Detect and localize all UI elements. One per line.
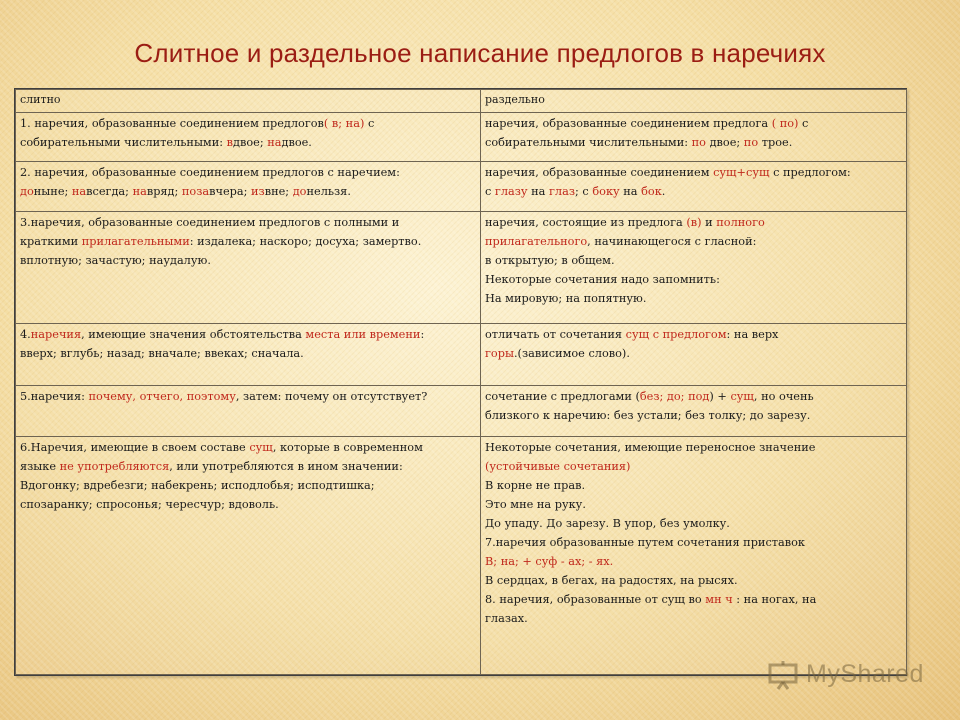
text-span: всегда; <box>86 185 133 199</box>
cell-line <box>20 457 476 476</box>
highlighted-text: ( по) <box>771 116 799 130</box>
cell-line <box>485 495 902 514</box>
highlighted-text: сущ <box>249 440 273 454</box>
cell-line <box>20 133 476 152</box>
text-span: 3.наречия, образованные соединением предлогов с полными и <box>20 216 400 230</box>
text-span: двое. <box>281 135 312 149</box>
highlighted-text: глаз <box>549 185 576 199</box>
cell-line <box>20 387 476 406</box>
highlighted-text: на <box>71 185 87 199</box>
text-span: вне; <box>264 185 293 199</box>
cell-line <box>485 438 902 457</box>
highlighted-text: бок <box>641 185 662 199</box>
cell-left <box>16 112 481 162</box>
text-span: сочетание с предлогами ( <box>485 390 640 404</box>
highlighted-text: без; до; под <box>639 390 710 404</box>
text-span: ; с <box>575 185 593 199</box>
text-span: Некоторые сочетания надо запомнить: <box>485 273 720 287</box>
cell-line <box>485 514 902 533</box>
highlighted-text: сущ <box>730 390 754 404</box>
highlighted-text: на <box>267 135 282 149</box>
highlighted-text: поза <box>181 185 210 199</box>
cell-line <box>485 289 902 308</box>
highlighted-text: глазу <box>494 185 528 199</box>
text-span: на <box>527 185 550 199</box>
cell-line <box>20 163 476 182</box>
table-header-row <box>16 90 907 113</box>
text-span: 7.наречия образованные путем сочетания приставок <box>485 535 805 549</box>
text-span: . <box>661 185 666 199</box>
text-span: ) + <box>709 390 731 404</box>
cell-line <box>20 344 476 363</box>
text-span: с <box>798 116 809 130</box>
cell-line <box>485 232 902 251</box>
text-span: с <box>485 185 495 199</box>
table-row <box>16 212 907 324</box>
cell-line <box>485 133 902 152</box>
cell-line <box>20 251 476 270</box>
highlighted-text: на <box>132 185 147 199</box>
text-span: и <box>701 216 717 230</box>
text-span: На мировую; на попятную. <box>485 292 647 306</box>
cell-line <box>485 182 902 201</box>
text-span: , затем: почему он отсутствует? <box>235 390 428 404</box>
text-span: нельзя. <box>306 185 351 199</box>
cell-line <box>485 325 902 344</box>
highlighted-text: до <box>20 185 34 199</box>
cell-line <box>485 590 902 609</box>
text-span: краткими <box>20 235 82 249</box>
text-span: языке <box>20 459 60 473</box>
highlighted-text: полного <box>716 216 765 230</box>
text-span: трое. <box>758 135 793 149</box>
text-span: глазах. <box>485 611 528 625</box>
cell-line <box>20 325 476 344</box>
text-span: : издалека; наскоро; досуха; замертво. <box>189 235 422 249</box>
text-span: с предлогом: <box>769 166 851 180</box>
cell-line <box>485 476 902 495</box>
table-row <box>16 162 907 212</box>
cell-line <box>20 232 476 251</box>
text-span: с <box>364 116 375 130</box>
text-span: вверх; вглубь; назад; вначале; ввеках; сначала. <box>20 346 304 360</box>
cell-right <box>481 162 907 212</box>
highlighted-text: до <box>292 185 307 199</box>
text-span: 1. наречия, образованные соединением предлогов <box>20 116 324 130</box>
cell-line <box>20 476 476 495</box>
highlighted-text: по <box>743 135 759 149</box>
cell-line <box>485 114 902 133</box>
watermark <box>766 656 956 696</box>
cell-line <box>485 344 902 363</box>
text-span: Некоторые сочетания, имеющие переносное значение <box>485 440 816 454</box>
text-span: собирательными числительными: <box>485 135 692 149</box>
rules-table <box>14 88 907 676</box>
highlighted-text: наречия <box>30 327 82 341</box>
watermark-text: MyShared <box>806 660 924 688</box>
text-span: : на верх <box>726 327 779 341</box>
text-span: собирательными числительными: <box>20 135 227 149</box>
cell-right <box>481 323 907 385</box>
text-span: на <box>619 185 642 199</box>
text-span: в открытую; в общем. <box>485 254 615 268</box>
text-span: ныне; <box>33 185 72 199</box>
text-span: 2. наречия, образованные соединением предлогов с наречием: <box>20 166 400 180</box>
table-row <box>16 323 907 385</box>
cell-left <box>16 436 481 674</box>
text-span: двое; <box>706 135 744 149</box>
text-span: двое; <box>233 135 268 149</box>
cell-line <box>485 533 902 552</box>
cell-right <box>481 212 907 324</box>
cell-right <box>481 112 907 162</box>
cell-line <box>485 457 902 476</box>
text-span: : на ногах, на <box>732 592 817 606</box>
presentation-icon <box>768 660 800 690</box>
cell-right <box>481 386 907 437</box>
text-span: .(зависимое слово). <box>513 346 630 360</box>
text-span: наречия, образованные соединением <box>485 166 714 180</box>
text-span: 5.наречия: <box>20 390 89 404</box>
highlighted-text: в <box>226 135 234 149</box>
slide-title: Слитное и раздельное написание предлогов в наречиях <box>134 38 826 68</box>
highlighted-text: В; на; + суф - ах; - ях. <box>485 554 614 568</box>
cell-line <box>485 552 902 571</box>
text-span: близкого к наречию: без устали; без толку; до зарезу. <box>485 409 811 423</box>
text-span: Вдогонку; вдребезги; набекрень; исподлобья; исподтишка; <box>20 478 375 492</box>
cell-right <box>481 436 907 674</box>
highlighted-text: сущ+сущ <box>713 166 770 180</box>
text-span: , или употребляются в ином значении: <box>169 459 403 473</box>
cell-line <box>20 114 476 133</box>
highlighted-text: горы <box>485 346 514 360</box>
cell-left <box>16 386 481 437</box>
cell-line <box>485 270 902 289</box>
highlighted-text: ( в; на) <box>323 116 365 130</box>
text-span: спозаранку; спросонья; чересчур; вдоволь. <box>20 497 279 511</box>
highlighted-text: боку <box>592 185 620 199</box>
cell-left <box>16 323 481 385</box>
highlighted-text: мн ч <box>705 592 733 606</box>
text-span: отличать от сочетания <box>485 327 626 341</box>
highlighted-text: (в) <box>686 216 702 230</box>
text-span: , которые в современном <box>272 440 423 454</box>
text-span: В корне не прав. <box>485 478 586 492</box>
text-span: вряд; <box>146 185 182 199</box>
cell-line <box>20 213 476 232</box>
highlighted-text: почему, отчего, поэтому <box>88 390 236 404</box>
cell-line <box>485 163 902 182</box>
highlighted-text: из <box>251 185 265 199</box>
cell-line <box>20 182 476 201</box>
table-row <box>16 112 907 162</box>
text-span: наречия, образованные соединением предлога <box>485 116 772 130</box>
header-left: слитно <box>16 90 481 113</box>
highlighted-text: сущ с предлогом <box>625 327 727 341</box>
highlighted-text: прилагательного <box>485 235 588 249</box>
text-span: , имеющие значения обстоятельства <box>81 327 306 341</box>
cell-line <box>485 406 902 425</box>
text-span: , начинающегося с гласной: <box>587 235 757 249</box>
table-row <box>16 436 907 674</box>
cell-line <box>485 213 902 232</box>
cell-line <box>20 438 476 457</box>
cell-line <box>485 251 902 270</box>
text-span: 8. наречия, образованные от сущ во <box>485 592 706 606</box>
highlighted-text: прилагательными <box>81 235 190 249</box>
highlighted-text: по <box>691 135 706 149</box>
highlighted-text: (устойчивые сочетания) <box>485 459 631 473</box>
cell-line <box>485 571 902 590</box>
text-span: вплотную; зачастую; наудалую. <box>20 254 211 268</box>
text-span: Это мне на руку. <box>485 497 586 511</box>
text-span: В сердцах, в бегах, на радостях, на рысях. <box>485 573 738 587</box>
text-span: : <box>420 327 425 341</box>
highlighted-text: не употребляются <box>59 459 170 473</box>
highlighted-text: места или времени <box>305 327 421 341</box>
cell-left <box>16 212 481 324</box>
header-right: раздельно <box>481 90 907 113</box>
text-span: 4. <box>20 327 31 341</box>
text-span: наречия, состоящие из предлога <box>485 216 687 230</box>
table-row <box>16 386 907 437</box>
text-span: , но очень <box>753 390 814 404</box>
cell-line <box>20 495 476 514</box>
cell-line <box>485 387 902 406</box>
cell-line <box>485 609 902 628</box>
cell-left <box>16 162 481 212</box>
text-span: До упаду. До зарезу. В упор, без умолку. <box>485 516 730 530</box>
text-span: 6.Наречия, имеющие в своем составе <box>20 440 250 454</box>
text-span: вчера; <box>209 185 252 199</box>
